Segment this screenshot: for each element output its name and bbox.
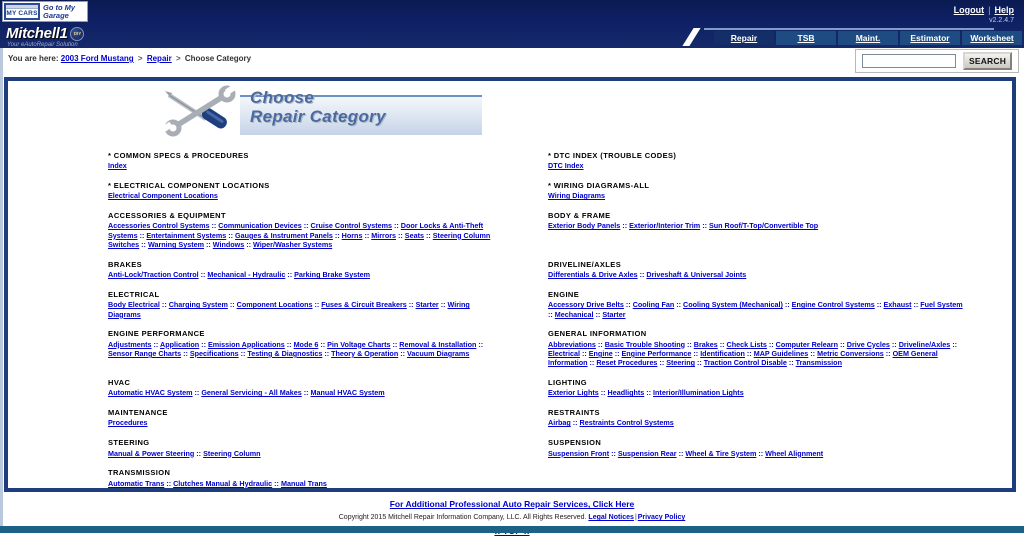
category-link-electrical-component-locations[interactable]: Electrical Component Locations bbox=[108, 191, 218, 201]
copyright-line bbox=[0, 514, 1024, 521]
copyright-text: Copyright 2015 Mitchell Repair Information Company, LLC. All Rights Reserved. bbox=[338, 514, 587, 521]
category-link-interior-illumination-lights[interactable]: Interior/Illumination Lights bbox=[653, 388, 744, 398]
category-title: TRANSMISSION bbox=[108, 468, 171, 478]
category-link-basic-trouble-shooting[interactable]: Basic Trouble Shooting bbox=[604, 339, 685, 349]
page-title bbox=[250, 88, 386, 126]
category-title: HVAC bbox=[108, 378, 131, 388]
category-link-electrical[interactable]: Electrical bbox=[548, 348, 580, 358]
category-link-door-locks-anti-theft-systems[interactable]: Door Locks & Anti-Theft Systems bbox=[108, 221, 484, 240]
category-links bbox=[548, 270, 964, 279]
category-link-reset-procedures[interactable]: Reset Procedures bbox=[596, 358, 658, 368]
link-separator: :: bbox=[700, 221, 709, 231]
link-separator: :: bbox=[198, 270, 208, 280]
link-separator: :: bbox=[209, 221, 219, 231]
links-pipe: | bbox=[988, 5, 991, 15]
category-link-headlights[interactable]: Headlights bbox=[607, 388, 645, 398]
category-links bbox=[108, 221, 500, 249]
page-title-line1: Choose bbox=[250, 88, 315, 107]
category-link-wiring-diagrams[interactable]: Wiring Diagrams bbox=[108, 300, 470, 319]
category-link-steering[interactable]: Steering bbox=[666, 358, 695, 368]
link-separator: :: bbox=[318, 339, 328, 349]
category-section-accessories-equipment bbox=[108, 211, 500, 249]
logout-link[interactable]: Logout bbox=[953, 5, 985, 15]
link-separator: :: bbox=[139, 240, 148, 250]
link-separator: :: bbox=[392, 221, 401, 231]
breadcrumb-current: Choose Category bbox=[184, 54, 252, 63]
category-links bbox=[548, 340, 964, 368]
app-version: v2.2.4.7 bbox=[989, 17, 1014, 24]
my-garage-button[interactable] bbox=[2, 1, 88, 22]
link-separator: :: bbox=[285, 270, 295, 280]
category-section-lighting bbox=[548, 378, 964, 398]
category-page-header bbox=[8, 81, 1012, 143]
category-section-general-information bbox=[548, 329, 964, 367]
category-links bbox=[108, 388, 500, 397]
breadcrumb-separator: > bbox=[175, 54, 181, 63]
category-link-cooling-fan[interactable]: Cooling Fan bbox=[632, 300, 675, 310]
category-title: GENERAL INFORMATION bbox=[548, 329, 647, 339]
link-separator: :: bbox=[301, 388, 311, 398]
category-link-exhaust[interactable]: Exhaust bbox=[883, 300, 912, 310]
category-link-accessory-drive-belts[interactable]: Accessory Drive Belts bbox=[548, 300, 624, 310]
category-link-fuel-system[interactable]: Fuel System bbox=[920, 300, 963, 310]
category-title: * DTC INDEX (TROUBLE CODES) bbox=[548, 151, 677, 160]
category-link-suspension-front[interactable]: Suspension Front bbox=[548, 448, 610, 458]
category-section-hvac bbox=[108, 378, 500, 398]
category-section-maintenance bbox=[108, 408, 500, 428]
link-separator: :: bbox=[579, 348, 589, 358]
category-section-engine-performance bbox=[108, 329, 500, 367]
nav-tabs bbox=[714, 31, 1022, 45]
category-links bbox=[548, 449, 964, 458]
category-links bbox=[548, 191, 964, 200]
category-columns bbox=[8, 151, 1012, 492]
left-edge-strip bbox=[0, 48, 3, 526]
link-separator: :: bbox=[181, 348, 190, 358]
category-links bbox=[108, 300, 500, 319]
category-section-electrical-component-locations bbox=[108, 181, 500, 201]
link-separator: :: bbox=[192, 388, 202, 398]
brand-tagline: Your eAutoRepair Solution bbox=[7, 42, 78, 48]
link-separator: :: bbox=[322, 348, 332, 358]
link-separator: :: bbox=[874, 300, 884, 310]
category-link-gauges-instrument-panels[interactable]: Gauges & Instrument Panels bbox=[235, 230, 333, 240]
category-link-component-locations[interactable]: Component Locations bbox=[236, 300, 313, 310]
category-title: * COMMON SPECS & PROCEDURES bbox=[108, 151, 249, 160]
category-title: ENGINE PERFORMANCE bbox=[108, 329, 205, 339]
category-title: BODY & FRAME bbox=[548, 211, 611, 221]
category-link-clutches-manual-hydraulic[interactable]: Clutches Manual & Hydraulic bbox=[173, 478, 273, 488]
category-link-windows[interactable]: Windows bbox=[212, 240, 245, 250]
bottom-teal-bar bbox=[0, 526, 1024, 533]
link-separator: :: bbox=[598, 388, 608, 398]
link-separator: :: bbox=[272, 478, 281, 488]
category-link-mechanical-hydraulic[interactable]: Mechanical - Hydraulic bbox=[207, 270, 286, 280]
category-link-computer-relearn[interactable]: Computer Relearn bbox=[775, 339, 838, 349]
category-link-driveline-axles[interactable]: Driveline/Axles bbox=[898, 339, 951, 349]
my-cars-plate-icon bbox=[4, 3, 40, 20]
category-section-common-specs-procedures bbox=[108, 151, 500, 171]
category-link-removal-installation[interactable]: Removal & Installation bbox=[399, 339, 477, 349]
category-link-testing-diagnostics[interactable]: Testing & Diagnostics bbox=[247, 348, 323, 358]
category-title: ACCESSORIES & EQUIPMENT bbox=[108, 211, 226, 221]
footer-pipe: | bbox=[634, 514, 637, 521]
category-link-starter[interactable]: Starter bbox=[415, 300, 439, 310]
page-title-line2: Repair Category bbox=[250, 107, 386, 126]
category-link-body-electrical[interactable]: Body Electrical bbox=[108, 300, 160, 310]
tab-tsb[interactable]: TSB bbox=[776, 31, 836, 45]
category-link-index[interactable]: Index bbox=[108, 161, 127, 171]
category-link-transmission[interactable]: Transmission bbox=[795, 358, 842, 368]
category-links bbox=[108, 270, 500, 279]
tab-estimator[interactable]: Estimator bbox=[900, 31, 960, 45]
category-link-automatic-trans[interactable]: Automatic Trans bbox=[108, 478, 165, 488]
category-link-driveshaft-universal-joints[interactable]: Driveshaft & Universal Joints bbox=[646, 270, 747, 280]
category-section-dtc-index-trouble-codes bbox=[548, 151, 964, 171]
category-link-suspension-rear[interactable]: Suspension Rear bbox=[617, 448, 677, 458]
brand-logo bbox=[6, 25, 84, 48]
category-links bbox=[108, 418, 500, 427]
category-link-abbreviations[interactable]: Abbreviations bbox=[548, 339, 596, 349]
category-link-map-guidelines[interactable]: MAP Guidelines bbox=[753, 348, 809, 358]
link-separator: :: bbox=[238, 348, 248, 358]
link-separator: :: bbox=[570, 418, 580, 428]
breadcrumb-vehicle-link[interactable]: 2003 Ford Mustang bbox=[60, 54, 134, 63]
link-separator: :: bbox=[284, 339, 294, 349]
category-link-steering-column-switches[interactable]: Steering Column Switches bbox=[108, 230, 491, 250]
category-link-metric-conversions[interactable]: Metric Conversions bbox=[817, 348, 884, 358]
category-link-seats[interactable]: Seats bbox=[404, 230, 424, 240]
session-links bbox=[954, 5, 1014, 15]
category-section-wiring-diagrams-all bbox=[548, 181, 964, 201]
link-separator: :: bbox=[593, 309, 603, 319]
category-link-pin-voltage-charts[interactable]: Pin Voltage Charts bbox=[327, 339, 391, 349]
category-link-mode-6[interactable]: Mode 6 bbox=[293, 339, 319, 349]
category-link-steering-column[interactable]: Steering Column bbox=[203, 448, 261, 458]
category-links bbox=[108, 449, 500, 458]
category-title: STEERING bbox=[108, 438, 150, 448]
link-separator: :: bbox=[674, 300, 684, 310]
link-separator: :: bbox=[717, 339, 727, 349]
category-section-restraints bbox=[548, 408, 964, 428]
link-separator: :: bbox=[808, 348, 818, 358]
link-separator: :: bbox=[159, 300, 169, 310]
category-link-cooling-system-mechanical[interactable]: Cooling System (Mechanical) bbox=[683, 300, 783, 310]
link-separator: :: bbox=[226, 230, 236, 240]
category-title: LIGHTING bbox=[548, 378, 588, 388]
category-links bbox=[548, 388, 964, 397]
category-link-airbag[interactable]: Airbag bbox=[548, 418, 571, 428]
link-separator: :: bbox=[390, 339, 400, 349]
help-link[interactable]: Help bbox=[994, 5, 1014, 15]
legal-notices-link[interactable]: Legal Notices bbox=[588, 514, 634, 521]
category-link-manual-hvac-system[interactable]: Manual HVAC System bbox=[310, 388, 385, 398]
category-link-automatic-hvac-system[interactable]: Automatic HVAC System bbox=[108, 388, 193, 398]
category-link-wiring-diagrams[interactable]: Wiring Diagrams bbox=[548, 191, 606, 201]
top-bar bbox=[0, 0, 1024, 48]
plate-label: MY CARS bbox=[6, 10, 38, 17]
category-section-brakes bbox=[108, 260, 500, 280]
breadcrumb-separator: > bbox=[137, 54, 143, 63]
category-link-communication-devices[interactable]: Communication Devices bbox=[218, 221, 302, 231]
category-link-manual-trans[interactable]: Manual Trans bbox=[280, 478, 327, 488]
link-separator: :: bbox=[837, 339, 847, 349]
link-separator: :: bbox=[438, 300, 448, 310]
link-separator: :: bbox=[204, 240, 213, 250]
category-link-accessories-control-systems[interactable]: Accessories Control Systems bbox=[108, 221, 210, 231]
category-section-driveline-axles bbox=[548, 260, 964, 280]
link-separator: :: bbox=[694, 358, 704, 368]
brand-globe-badge: DIY bbox=[70, 27, 84, 41]
link-separator: :: bbox=[786, 358, 796, 368]
main-content-box bbox=[4, 77, 1016, 492]
category-link-warning-system[interactable]: Warning System bbox=[147, 240, 204, 250]
category-link-entertainment-systems[interactable]: Entertainment Systems bbox=[146, 230, 227, 240]
category-link-manual-power-steering[interactable]: Manual & Power Steering bbox=[108, 448, 195, 458]
link-separator: :: bbox=[595, 339, 605, 349]
link-separator: :: bbox=[612, 348, 622, 358]
category-links bbox=[108, 191, 500, 200]
my-garage-caption: Go to My Garage bbox=[43, 2, 76, 20]
link-separator: :: bbox=[620, 221, 630, 231]
category-link-starter[interactable]: Starter bbox=[602, 309, 626, 319]
category-title: SUSPENSION bbox=[548, 438, 602, 448]
category-link-mirrors[interactable]: Mirrors bbox=[371, 230, 396, 240]
category-title: ELECTRICAL bbox=[108, 289, 160, 299]
category-link-dtc-index[interactable]: DTC Index bbox=[548, 161, 584, 171]
category-links bbox=[548, 161, 964, 170]
category-links bbox=[108, 340, 500, 359]
link-separator: :: bbox=[396, 230, 405, 240]
category-link-exterior-body-panels[interactable]: Exterior Body Panels bbox=[548, 221, 621, 231]
category-link-traction-control-disable[interactable]: Traction Control Disable bbox=[703, 358, 787, 368]
search-panel bbox=[855, 49, 1019, 73]
link-separator: :: bbox=[911, 300, 921, 310]
category-link-engine-control-systems[interactable]: Engine Control Systems bbox=[791, 300, 875, 310]
category-link-check-lists[interactable]: Check Lists bbox=[726, 339, 767, 349]
category-link-differentials-drive-axles[interactable]: Differentials & Drive Axles bbox=[548, 270, 638, 280]
category-link-application[interactable]: Application bbox=[160, 339, 200, 349]
link-separator: :: bbox=[744, 348, 754, 358]
link-separator: :: bbox=[883, 348, 893, 358]
category-link-mechanical[interactable]: Mechanical bbox=[554, 309, 594, 319]
link-separator: :: bbox=[423, 230, 433, 240]
breadcrumb-prefix: You are here: bbox=[8, 54, 59, 63]
link-separator: :: bbox=[756, 448, 766, 458]
link-separator: :: bbox=[312, 300, 322, 310]
link-separator: :: bbox=[137, 230, 147, 240]
category-link-exterior-interior-trim[interactable]: Exterior/Interior Trim bbox=[629, 221, 701, 231]
category-link-sensor-range-charts[interactable]: Sensor Range Charts bbox=[108, 348, 182, 358]
category-link-vacuum-diagrams[interactable]: Vacuum Diagrams bbox=[407, 348, 470, 358]
link-separator: :: bbox=[609, 448, 618, 458]
link-separator: :: bbox=[151, 339, 161, 349]
link-separator: :: bbox=[548, 309, 555, 319]
category-section-empty bbox=[548, 468, 964, 488]
category-link-theory-operation[interactable]: Theory & Operation bbox=[331, 348, 399, 358]
category-link-engine[interactable]: Engine bbox=[588, 348, 613, 358]
link-separator: :: bbox=[889, 339, 899, 349]
link-separator: :: bbox=[657, 358, 667, 368]
category-links bbox=[108, 161, 500, 170]
link-separator: :: bbox=[227, 300, 237, 310]
category-section-body-frame bbox=[548, 211, 964, 249]
privacy-policy-link[interactable]: Privacy Policy bbox=[637, 514, 686, 521]
category-link-anti-lock-traction-control[interactable]: Anti-Lock/Traction Control bbox=[108, 270, 199, 280]
breadcrumb-repair-link[interactable]: Repair bbox=[146, 54, 172, 63]
category-link-brakes[interactable]: Brakes bbox=[693, 339, 718, 349]
category-link-oem-general-information[interactable]: OEM General Information bbox=[548, 348, 938, 368]
tab-maint[interactable]: Maint. bbox=[838, 31, 898, 45]
link-separator: :: bbox=[301, 221, 311, 231]
category-link-specifications[interactable]: Specifications bbox=[189, 348, 239, 358]
link-separator: :: bbox=[194, 448, 204, 458]
category-link-engine-performance[interactable]: Engine Performance bbox=[621, 348, 692, 358]
link-separator: :: bbox=[644, 388, 654, 398]
category-title: ENGINE bbox=[548, 289, 580, 299]
category-title: DRIVELINE/AXLES bbox=[548, 259, 622, 269]
link-separator: :: bbox=[199, 339, 208, 349]
category-link-exterior-lights[interactable]: Exterior Lights bbox=[548, 388, 599, 398]
category-section-steering bbox=[108, 438, 500, 458]
link-separator: :: bbox=[623, 300, 633, 310]
link-separator: :: bbox=[362, 230, 372, 240]
link-separator: :: bbox=[398, 348, 407, 358]
category-link-drive-cycles[interactable]: Drive Cycles bbox=[846, 339, 890, 349]
link-separator: :: bbox=[164, 478, 174, 488]
link-separator: :: bbox=[684, 339, 694, 349]
category-link-wheel-tire-system[interactable]: Wheel & Tire System bbox=[685, 448, 757, 458]
category-link-cruise-control-systems[interactable]: Cruise Control Systems bbox=[310, 221, 392, 231]
search-input[interactable] bbox=[862, 54, 956, 68]
category-title: * ELECTRICAL COMPONENT LOCATIONS bbox=[108, 181, 270, 191]
category-link-fuses-circuit-breakers[interactable]: Fuses & Circuit Breakers bbox=[321, 300, 407, 310]
category-link-charging-system[interactable]: Charging System bbox=[168, 300, 228, 310]
tab-worksheet[interactable]: Worksheet bbox=[962, 31, 1022, 45]
category-link-horns[interactable]: Horns bbox=[341, 230, 363, 240]
category-section-suspension bbox=[548, 438, 964, 458]
tab-slash-decoration bbox=[682, 28, 700, 46]
category-links bbox=[108, 479, 500, 488]
category-title: RESTRAINTS bbox=[548, 408, 600, 418]
link-separator: :: bbox=[950, 339, 958, 349]
link-separator: :: bbox=[244, 240, 254, 250]
link-separator: :: bbox=[691, 348, 701, 358]
category-link-general-servicing-all-makes[interactable]: General Servicing - All Makes bbox=[201, 388, 302, 398]
category-link-wheel-alignment[interactable]: Wheel Alignment bbox=[765, 448, 824, 458]
category-section-electrical bbox=[108, 290, 500, 319]
link-separator: :: bbox=[587, 358, 597, 368]
link-separator: :: bbox=[332, 230, 342, 240]
category-link-sun-roof-t-top-convertible-top[interactable]: Sun Roof/T-Top/Convertible Top bbox=[708, 221, 819, 231]
category-links bbox=[548, 300, 964, 319]
link-separator: :: bbox=[782, 300, 792, 310]
category-title: BRAKES bbox=[108, 259, 143, 269]
category-section-transmission bbox=[108, 468, 500, 488]
search-button[interactable]: SEARCH bbox=[963, 52, 1012, 70]
link-separator: :: bbox=[406, 300, 416, 310]
category-links bbox=[548, 418, 964, 427]
category-section-engine bbox=[548, 290, 964, 319]
link-separator: :: bbox=[766, 339, 776, 349]
category-link-parking-brake-system[interactable]: Parking Brake System bbox=[294, 270, 371, 280]
category-link-identification[interactable]: Identification bbox=[700, 348, 745, 358]
repair-tools-icon bbox=[160, 84, 238, 138]
brand-name: Mitchell1 bbox=[6, 25, 68, 42]
link-separator: :: bbox=[476, 339, 484, 349]
footer-promo-link[interactable]: For Additional Professional Auto Repair Services, Click Here bbox=[389, 499, 635, 509]
category-title: * WIRING DIAGRAMS-ALL bbox=[548, 181, 650, 191]
category-link-restraints-control-systems[interactable]: Restraints Control Systems bbox=[579, 418, 674, 428]
breadcrumb bbox=[8, 54, 251, 63]
category-link-procedures[interactable]: Procedures bbox=[108, 418, 148, 428]
category-link-wiper-washer-systems[interactable]: Wiper/Washer Systems bbox=[253, 240, 333, 250]
tab-repair[interactable]: Repair bbox=[714, 31, 774, 45]
category-link-adjustments[interactable]: Adjustments bbox=[108, 339, 152, 349]
link-separator: :: bbox=[637, 270, 647, 280]
category-links bbox=[548, 221, 964, 230]
category-title: MAINTENANCE bbox=[108, 408, 168, 418]
link-separator: :: bbox=[676, 448, 686, 458]
category-link-emission-applications[interactable]: Emission Applications bbox=[207, 339, 285, 349]
